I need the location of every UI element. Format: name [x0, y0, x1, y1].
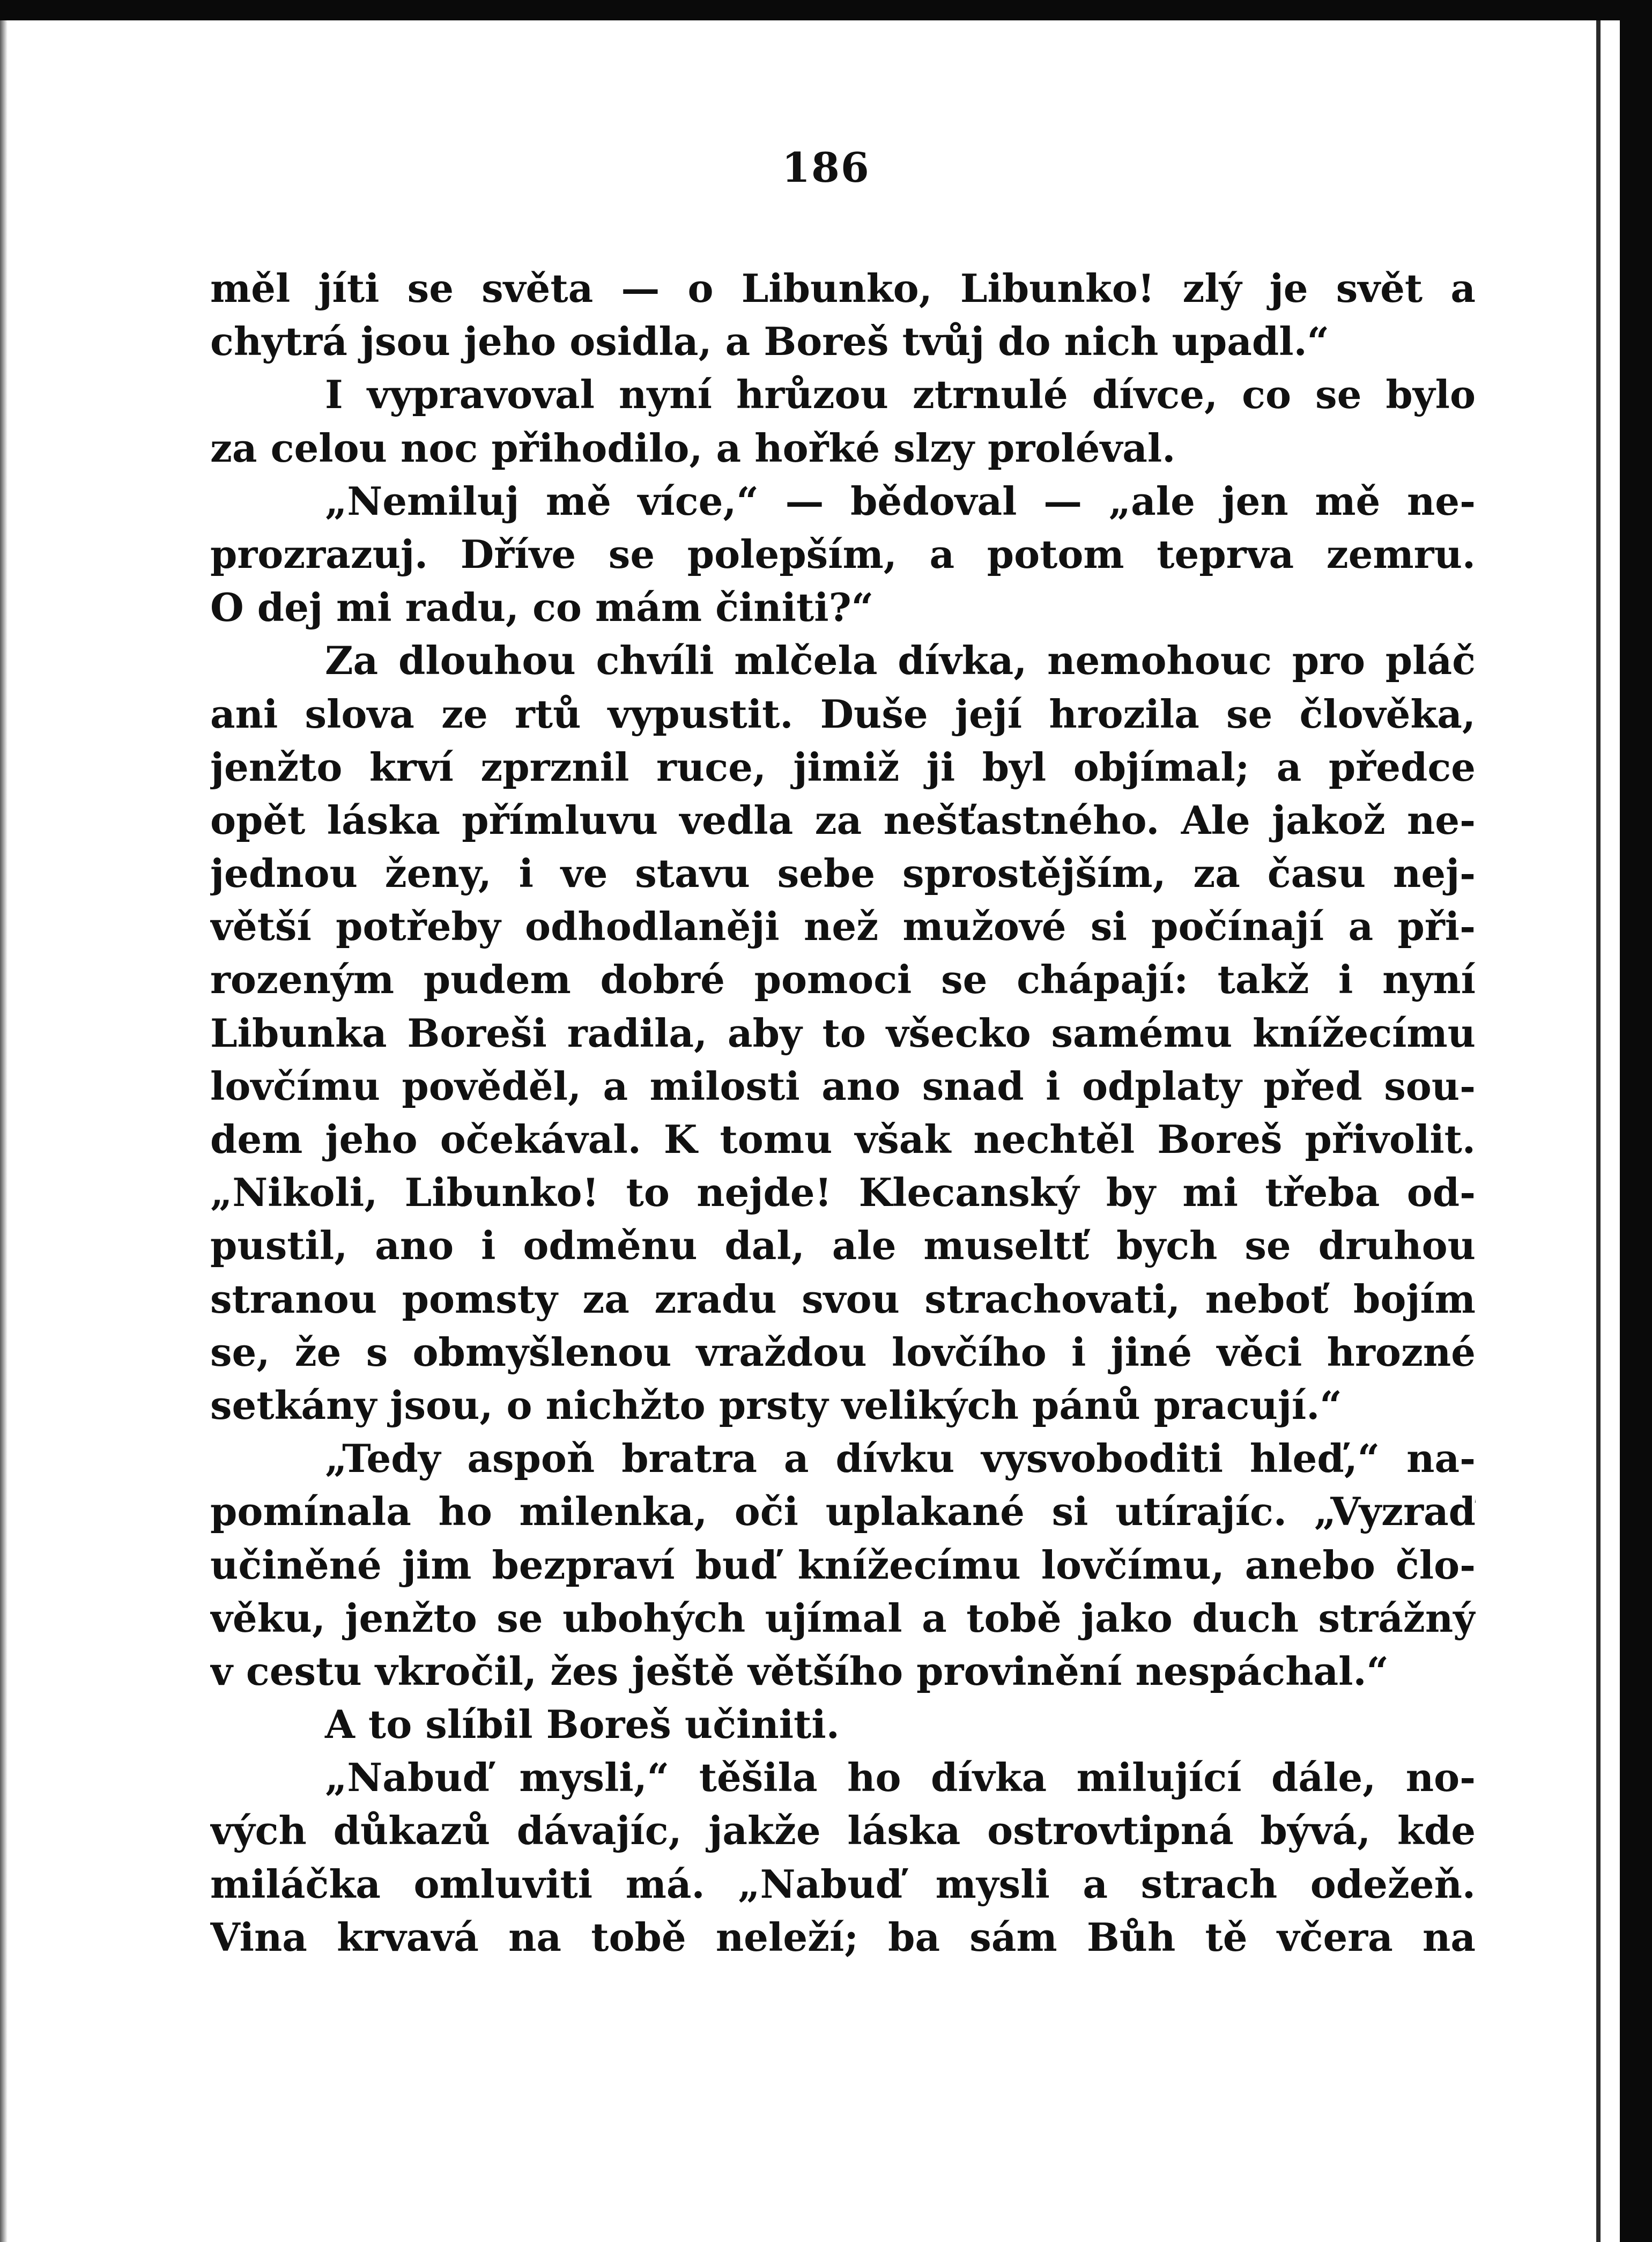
text-line: „Tedy aspoň bratra a dívku vysvoboditi hleď,“ na-	[325, 1436, 1476, 1482]
text-line: dem jeho očekával. K tomu však nechtěl Boreš přivolit.	[210, 1116, 1476, 1162]
text-line: pomínala ho milenka, oči uplakané si utírajíc. „Vyzraď	[210, 1489, 1476, 1535]
text-line: „Nemiluj mě více,“ — bědoval — „ale jen mě ne-	[325, 478, 1476, 524]
text-line: za celou noc přihodilo, a hořké slzy proléval.	[210, 425, 1176, 471]
text-line: opět láska přímluvu vedla za nešťastného. Ale jakož ne-	[210, 797, 1476, 843]
text-line: ani slova ze rtů vypustit. Duše její hrozila se člověka,	[210, 691, 1476, 737]
text-line: chytrá jsou jeho osidla, a Boreš tvůj do nich upadl.“	[210, 319, 1330, 365]
text-line: Za dlouhou chvíli mlčela dívka, nemohouc pro pláč	[325, 638, 1476, 684]
text-line: měl jíti se světa — o Libunko, Libunko! zlý je svět a	[210, 265, 1476, 311]
text-line: větší potřeby odhodlaněji než mužové si počínají a při-	[210, 904, 1476, 950]
text-line: prozrazuj. Dříve se polepším, a potom teprva zemru.	[210, 531, 1476, 577]
body-text	[210, 262, 1476, 1964]
text-line: Vina krvavá na tobě neleží; ba sám Bůh tě včera na	[210, 1914, 1476, 1960]
text-line: jenžto krví zprznil ruce, jimiž ji byl objímal; a předce	[210, 744, 1476, 790]
text-line: lovčímu pověděl, a milosti ano snad i odplaty před sou-	[210, 1063, 1476, 1109]
text-line: jednou ženy, i ve stavu sebe sprostějším, za času nej-	[210, 850, 1476, 897]
text-line: „Nikoli, Libunko! to nejde! Klecanský by mi třeba od-	[210, 1170, 1476, 1216]
text-line: v cestu vkročil, žes ještě většího provinění nespáchal.“	[210, 1648, 1389, 1694]
text-line: setkány jsou, o nichžto prsty velikých pánů pracují.“	[210, 1382, 1342, 1428]
text-line: „Nabuď mysli,“ těšila ho dívka milující dále, no-	[325, 1755, 1476, 1801]
text-line: O dej mi radu, co mám činiti?“	[210, 584, 874, 631]
text-line: pustil, ano i odměnu dal, ale museltť bych se druhou	[210, 1223, 1476, 1269]
text-line: miláčka omluviti má. „Nabuď mysli a strach odežeň.	[210, 1861, 1476, 1907]
text-line: stranou pomsty za zradu svou strachovati, neboť bojím	[210, 1276, 1476, 1322]
text-line: A to slíbil Boreš učiniti.	[325, 1701, 840, 1748]
text-line: se, že s obmyšlenou vraždou lovčího i jiné věci hrozné	[210, 1329, 1476, 1375]
text-line: rozeným pudem dobré pomoci se chápají: takž i nyní	[210, 957, 1476, 1003]
text-line: I vypravoval nyní hrůzou ztrnulé dívce, co se bylo	[325, 372, 1476, 418]
text-line: učiněné jim bezpraví buď knížecímu lovčímu, anebo člo-	[210, 1542, 1476, 1588]
text-line: věku, jenžto se ubohých ujímal a tobě jako duch strážný	[210, 1595, 1476, 1641]
page-number: 186	[782, 144, 870, 191]
text-line: Libunka Boreši radila, aby to všecko samému knížecímu	[210, 1010, 1476, 1056]
text-line: vých důkazů dávajíc, jakže láska ostrovtipná bývá, kde	[210, 1808, 1476, 1854]
